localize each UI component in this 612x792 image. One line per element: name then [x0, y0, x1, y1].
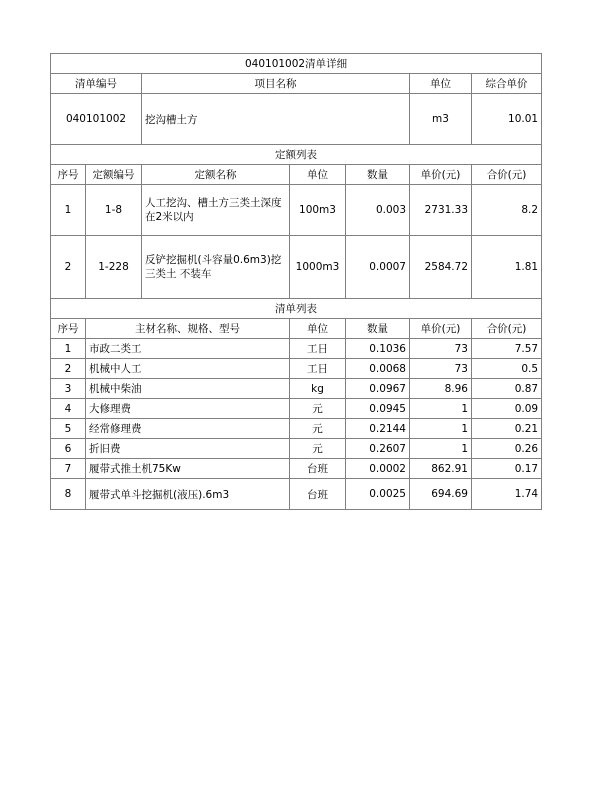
- material-unit: 工日: [290, 359, 346, 379]
- material-price: 1: [410, 439, 472, 459]
- table-row: [51, 419, 542, 439]
- item-header-row: [51, 74, 542, 94]
- material-seq: 8: [51, 479, 86, 510]
- material-price-header: 单价(元): [410, 319, 472, 339]
- material-unit-header: 单位: [290, 319, 346, 339]
- quota-name-header: 定额名称: [142, 165, 290, 185]
- material-seq: 7: [51, 459, 86, 479]
- quota-code-header: 定额编号: [86, 165, 142, 185]
- table-row: [51, 339, 542, 359]
- material-seq: 4: [51, 399, 86, 419]
- material-seq-header: 序号: [51, 319, 86, 339]
- material-qty: 0.2144: [346, 419, 410, 439]
- material-seq: 5: [51, 419, 86, 439]
- quota-section-row: [51, 145, 542, 165]
- material-name: 折旧费: [86, 439, 290, 459]
- item-price: 10.01: [472, 94, 542, 145]
- quota-qty: 0.003: [346, 185, 410, 236]
- material-price: 1: [410, 419, 472, 439]
- quota-unit-header: 单位: [290, 165, 346, 185]
- material-total: 0.17: [472, 459, 542, 479]
- material-total: 7.57: [472, 339, 542, 359]
- material-header-row: [51, 319, 542, 339]
- item-unit: m3: [410, 94, 472, 145]
- material-unit: kg: [290, 379, 346, 399]
- material-name: 机械中柴油: [86, 379, 290, 399]
- item-code: 040101002: [51, 94, 142, 145]
- material-total: 0.09: [472, 399, 542, 419]
- material-total: 0.26: [472, 439, 542, 459]
- quota-unit: 100m3: [290, 185, 346, 236]
- material-price: 8.96: [410, 379, 472, 399]
- quota-total: 8.2: [472, 185, 542, 236]
- material-name: 大修理费: [86, 399, 290, 419]
- quota-unit: 1000m3: [290, 236, 346, 299]
- material-unit: 台班: [290, 479, 346, 510]
- table-row: [51, 236, 542, 299]
- material-total-header: 合价(元): [472, 319, 542, 339]
- material-seq: 1: [51, 339, 86, 359]
- material-qty: 0.0002: [346, 459, 410, 479]
- item-name: 挖沟槽土方: [142, 94, 410, 145]
- material-seq: 3: [51, 379, 86, 399]
- material-name: 市政二类工: [86, 339, 290, 359]
- material-price: 694.69: [410, 479, 472, 510]
- material-name: 机械中人工: [86, 359, 290, 379]
- quota-seq: 1: [51, 185, 86, 236]
- quota-code: 1-228: [86, 236, 142, 299]
- quota-price: 2731.33: [410, 185, 472, 236]
- material-qty: 0.1036: [346, 339, 410, 359]
- material-seq: 2: [51, 359, 86, 379]
- material-price: 862.91: [410, 459, 472, 479]
- table-row: [51, 479, 542, 510]
- quota-price-header: 单价(元): [410, 165, 472, 185]
- material-total: 0.5: [472, 359, 542, 379]
- material-qty-header: 数量: [346, 319, 410, 339]
- table-row: [51, 359, 542, 379]
- material-total: 0.21: [472, 419, 542, 439]
- material-unit: 元: [290, 399, 346, 419]
- item-row: [51, 94, 542, 145]
- quota-seq: 2: [51, 236, 86, 299]
- bill-detail-table: [50, 53, 542, 510]
- material-name: 经常修理费: [86, 419, 290, 439]
- table-row: [51, 439, 542, 459]
- material-qty: 0.0945: [346, 399, 410, 419]
- material-price: 73: [410, 359, 472, 379]
- quota-qty: 0.0007: [346, 236, 410, 299]
- material-qty: 0.0068: [346, 359, 410, 379]
- item-price-header: 综合单价: [472, 74, 542, 94]
- material-unit: 元: [290, 439, 346, 459]
- table-row: [51, 399, 542, 419]
- quota-qty-header: 数量: [346, 165, 410, 185]
- quota-total: 1.81: [472, 236, 542, 299]
- material-section-title: 清单列表: [51, 299, 542, 319]
- table-row: [51, 185, 542, 236]
- material-unit: 元: [290, 419, 346, 439]
- table-row: [51, 379, 542, 399]
- item-code-header: 清单编号: [51, 74, 142, 94]
- quota-header-row: [51, 165, 542, 185]
- material-unit: 工日: [290, 339, 346, 359]
- material-qty: 0.2607: [346, 439, 410, 459]
- material-name: 履带式推土机75Kw: [86, 459, 290, 479]
- material-price: 73: [410, 339, 472, 359]
- table-row: [51, 459, 542, 479]
- material-total: 0.87: [472, 379, 542, 399]
- quota-price: 2584.72: [410, 236, 472, 299]
- material-qty: 0.0967: [346, 379, 410, 399]
- quota-name: 人工挖沟、槽土方三类土深度在2米以内: [142, 185, 290, 236]
- material-price: 1: [410, 399, 472, 419]
- quota-code: 1-8: [86, 185, 142, 236]
- material-qty: 0.0025: [346, 479, 410, 510]
- material-section-row: [51, 299, 542, 319]
- table-title: 040101002清单详细: [51, 54, 542, 74]
- item-unit-header: 单位: [410, 74, 472, 94]
- material-name-header: 主材名称、规格、型号: [86, 319, 290, 339]
- quota-name: 反铲挖掘机(斗容量0.6m3)挖三类土 不装车: [142, 236, 290, 299]
- title-row: [51, 54, 542, 74]
- quota-seq-header: 序号: [51, 165, 86, 185]
- material-name: 履带式单斗挖掘机(液压).6m3: [86, 479, 290, 510]
- material-seq: 6: [51, 439, 86, 459]
- material-unit: 台班: [290, 459, 346, 479]
- quota-total-header: 合价(元): [472, 165, 542, 185]
- item-name-header: 项目名称: [142, 74, 410, 94]
- quota-section-title: 定额列表: [51, 145, 542, 165]
- material-total: 1.74: [472, 479, 542, 510]
